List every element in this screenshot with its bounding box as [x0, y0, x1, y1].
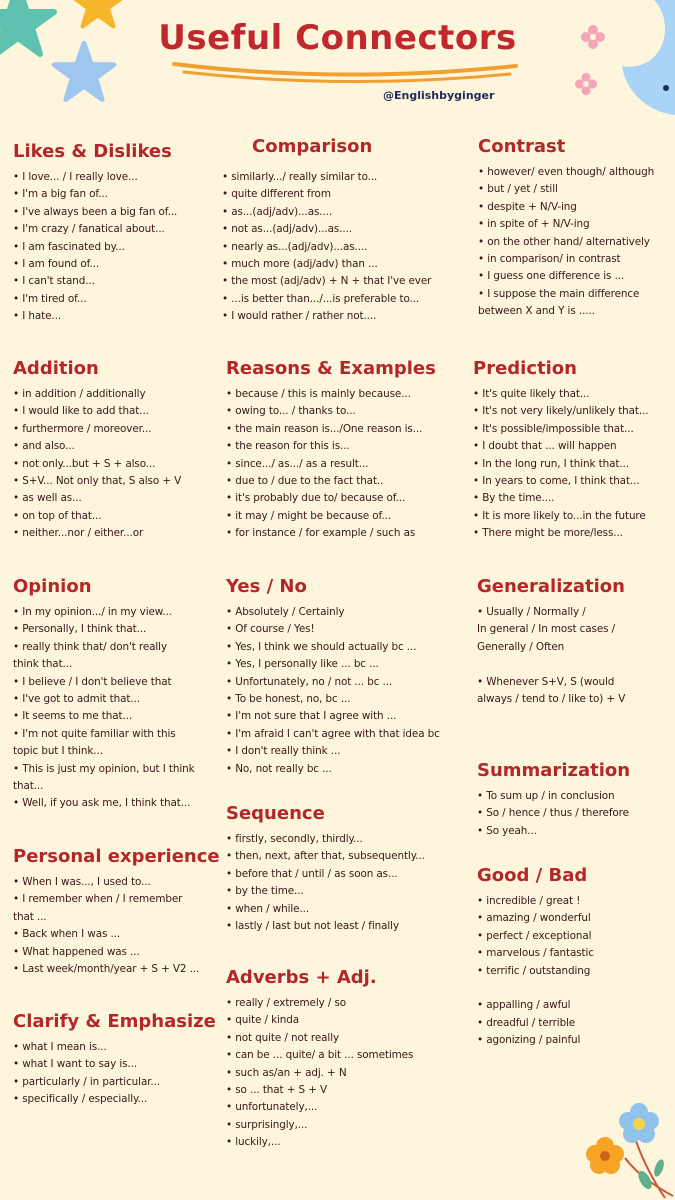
section-personal-experience [13, 846, 220, 978]
section-title: Generalization [477, 576, 625, 597]
list-item: • In years to come, I think that... [473, 475, 640, 488]
page-title: Useful Connectors [158, 18, 517, 58]
list-item: • So / hence / thus / therefore [477, 807, 629, 820]
list-item: • can be ... quite/ a bit ... sometimes [226, 1049, 414, 1062]
list-item: • It is more likely to...in the future [473, 509, 646, 522]
list-item: • To be honest, no, bc ... [226, 693, 351, 706]
list-item: • surprisingly,... [226, 1118, 308, 1131]
list-item: always / tend to / like to) + V [477, 693, 626, 706]
list-item: that... [13, 780, 44, 793]
list-item: • incredible / great ! [477, 895, 581, 907]
list-item: • ...is better than.../...is preferable to... [222, 292, 420, 305]
list-item: • I'm not quite familiar with this [13, 727, 176, 740]
list-item: that ... [13, 910, 47, 923]
list-item: • on the other hand/ alternatively [478, 235, 650, 248]
item-list [226, 995, 413, 1152]
list-item: • nearly as...(adj/adv)...as.... [222, 240, 368, 253]
section-reasons-examples [226, 358, 436, 543]
list-item: • I'm not sure that I agree with ... [226, 710, 397, 723]
list-item: • appalling / awful [477, 999, 571, 1012]
list-item: • Personally, I think that... [13, 623, 147, 636]
list-item: • I'm afraid I can't agree with that idea bc [226, 727, 440, 740]
list-item: • agonizing / painful [477, 1034, 581, 1047]
list-item: think that... [13, 658, 73, 671]
section-generalization [477, 576, 625, 708]
item-list [13, 604, 195, 813]
item-list [226, 386, 436, 543]
list-item: • S+V... Not only that, S also + V [13, 475, 182, 488]
list-item: • because / this is mainly because... [226, 388, 411, 400]
list-item: • In my opinion.../ in my view... [13, 606, 172, 618]
list-item: • terrific / outstanding [477, 964, 591, 977]
flower-icon [574, 72, 598, 96]
list-item: • however/ even though/ although [478, 166, 655, 178]
section-title: Opinion [13, 576, 92, 597]
list-item: • as...(adj/adv)...as.... [222, 205, 333, 218]
list-item: • Of course / Yes! [226, 623, 315, 636]
list-item: • due to / due to the fact that.. [226, 475, 384, 488]
list-item: • By the time.... [473, 492, 555, 505]
list-item: • In the long run, I think that... [473, 457, 629, 470]
list-item: • neither...nor / either...or [13, 527, 144, 540]
item-list [477, 788, 630, 840]
list-item: • particularly / in particular... [13, 1075, 161, 1088]
section-adverbs-adj [226, 967, 413, 1152]
list-item: • on top of that... [13, 509, 102, 522]
list-item: • not quite / not really [226, 1031, 340, 1044]
section-title: Contrast [478, 136, 566, 157]
list-item: • the main reason is.../One reason is... [226, 422, 423, 435]
list-item: • for instance / for example / such as [226, 527, 416, 540]
list-item: • Absolutely / Certainly [226, 606, 345, 618]
list-item: • I remember when / I remember [13, 893, 183, 906]
item-list [226, 604, 440, 778]
list-item: • What happened was ... [13, 945, 140, 958]
list-item: • I can't stand... [13, 275, 95, 288]
list-item: • I suppose the main difference [478, 287, 640, 300]
section-sequence [226, 803, 425, 935]
list-item: • Well, if you ask me, I think that... [13, 797, 191, 810]
list-item: • the most (adj/adv) + N + that I've ever [222, 275, 432, 288]
list-item: • what I want to say is... [13, 1058, 138, 1071]
list-item: • Unfortunately, no / not ... bc ... [226, 675, 393, 688]
list-item: • as well as... [13, 492, 82, 505]
list-item: • To sum up / in conclusion [477, 790, 615, 802]
list-item: • and also... [13, 440, 75, 453]
list-item: • then, next, after that, subsequently... [226, 850, 425, 863]
list-item: • such as/an + adj. + N [226, 1066, 347, 1079]
list-item: • not only...but + S + also... [13, 457, 156, 470]
list-item: • Back when I was ... [13, 928, 121, 941]
list-item: • owing to... / thanks to... [226, 405, 356, 418]
section-title: Comparison [252, 136, 373, 157]
list-item: • I'm a big fan of... [13, 188, 108, 201]
item-list [478, 164, 654, 321]
list-item: In general / In most cases / [477, 623, 616, 636]
list-item: • dreadful / terrible [477, 1016, 576, 1029]
list-item: • quite different from [222, 188, 331, 201]
section-title: Sequence [226, 803, 325, 824]
section-yes-no [226, 576, 440, 778]
list-item: • much more (adj/adv) than ... [222, 258, 378, 271]
list-item: • what I mean is... [13, 1041, 107, 1053]
list-item: • Usually / Normally / [477, 606, 586, 618]
list-item: • It's quite likely that... [473, 388, 590, 400]
list-item: • specifically / especially... [13, 1093, 148, 1106]
list-item: • perfect / exceptional [477, 929, 592, 942]
section-title: Clarify & Emphasize [13, 1011, 216, 1032]
list-item: • Yes, I think we should actually bc ... [226, 640, 417, 653]
list-item: • I would like to add that... [13, 405, 149, 418]
list-item: between X and Y is ..... [478, 305, 595, 318]
list-item: • not as...(adj/adv)...as.... [222, 223, 353, 236]
list-item: • despite + N/V-ing [478, 200, 577, 213]
section-addition [13, 358, 181, 543]
section-contrast [478, 136, 654, 321]
list-item: • No, not really bc ... [226, 762, 332, 775]
section-title: Summarization [477, 760, 631, 781]
author-handle: @Englishbyginger [383, 89, 495, 102]
list-item: • marvelous / fantastic [477, 947, 594, 960]
list-item: • I am found of... [13, 258, 100, 271]
list-item: • This is just my opinion, but I think [13, 762, 195, 775]
item-list [13, 386, 181, 543]
list-item: • There might be more/less... [473, 527, 623, 540]
list-item: • before that / until / as soon as... [226, 867, 398, 880]
list-item: • but / yet / still [478, 183, 558, 196]
list-item: • when / while... [226, 902, 310, 915]
list-item: • the reason for this is... [226, 440, 350, 453]
list-item: • luckily,... [226, 1136, 281, 1149]
list-item: • Whenever S+V, S (would [477, 675, 615, 688]
list-item: • I love... / I really love... [13, 171, 138, 183]
section-title: Reasons & Examples [226, 358, 436, 379]
section-comparison [222, 136, 431, 326]
item-list [473, 386, 649, 543]
item-list [226, 831, 425, 935]
section-prediction [473, 358, 649, 543]
list-item: • I hate... [13, 310, 62, 323]
list-item: • it may / might be because of... [226, 509, 391, 522]
list-item: • I've got to admit that... [13, 693, 140, 706]
section-title: Yes / No [226, 576, 307, 597]
section-title: Addition [13, 358, 99, 379]
list-item: • It's possible/impossible that... [473, 422, 634, 435]
list-item: • I'm crazy / fanatical about... [13, 223, 165, 236]
list-item: • unfortunately,... [226, 1101, 318, 1114]
item-list [13, 169, 177, 326]
list-item: • in spite of + N/V-ing [478, 218, 590, 231]
section-title: Personal experience [13, 846, 220, 867]
list-item: topic but I think... [13, 745, 103, 758]
section-likes-dislikes [13, 141, 177, 326]
list-item: • amazing / wonderful [477, 912, 591, 925]
section-title: Adverbs + Adj. [226, 967, 377, 988]
list-item: • really / extremely / so [226, 997, 347, 1009]
list-item: • I would rather / rather not.... [222, 310, 377, 323]
list-item: • firstly, secondly, thirdly... [226, 833, 363, 845]
list-item: Generally / Often [477, 640, 565, 653]
list-item: • When I was..., I used to... [13, 876, 151, 888]
section-summarization [477, 760, 630, 840]
list-item: • furthermore / moreover... [13, 422, 152, 435]
section-good-bad [477, 865, 594, 1050]
list-item [477, 980, 594, 997]
list-item: • I guess one difference is ... [478, 270, 625, 283]
list-item: • I don't really think ... [226, 745, 341, 758]
item-list [13, 874, 220, 978]
section-title: Likes & Dislikes [13, 141, 172, 162]
item-list [477, 893, 594, 1050]
flower-icon [585, 1098, 675, 1200]
list-item: • I doubt that ... will happen [473, 440, 617, 453]
title-underline [170, 56, 520, 86]
list-item: • Yes, I personally like ... bc ... [226, 658, 379, 671]
list-item: • by the time... [226, 885, 304, 898]
item-list [222, 169, 431, 326]
list-item: • lastly / last but not least / finally [226, 920, 399, 933]
list-item: • It's not very likely/unlikely that... [473, 405, 649, 418]
section-title: Good / Bad [477, 865, 588, 886]
list-item: • I believe / I don't believe that [13, 675, 172, 688]
list-item: • in addition / additionally [13, 388, 146, 400]
list-item: • so ... that + S + V [226, 1084, 328, 1097]
section-title: Prediction [473, 358, 577, 379]
list-item: • Last week/month/year + S + V2 ... [13, 963, 200, 976]
list-item: • I've always been a big fan of... [13, 205, 178, 218]
list-item: • really think that/ don't really [13, 640, 168, 653]
list-item: • similarly.../ really similar to... [222, 171, 378, 183]
list-item: • quite / kinda [226, 1014, 300, 1027]
list-item: • since.../ as.../ as a result... [226, 457, 369, 470]
list-item: • in comparison/ in contrast [478, 253, 621, 266]
item-list [477, 604, 625, 708]
section-opinion [13, 576, 195, 813]
section-clarify-emphasize [13, 1011, 216, 1109]
list-item: • It seems to me that... [13, 710, 133, 723]
item-list [13, 1039, 216, 1109]
list-item: • I am fascinated by... [13, 240, 125, 253]
list-item: • So yeah... [477, 824, 537, 837]
list-item [477, 656, 625, 673]
list-item: • I'm tired of... [13, 292, 87, 305]
list-item: • it's probably due to/ because of... [226, 492, 406, 505]
